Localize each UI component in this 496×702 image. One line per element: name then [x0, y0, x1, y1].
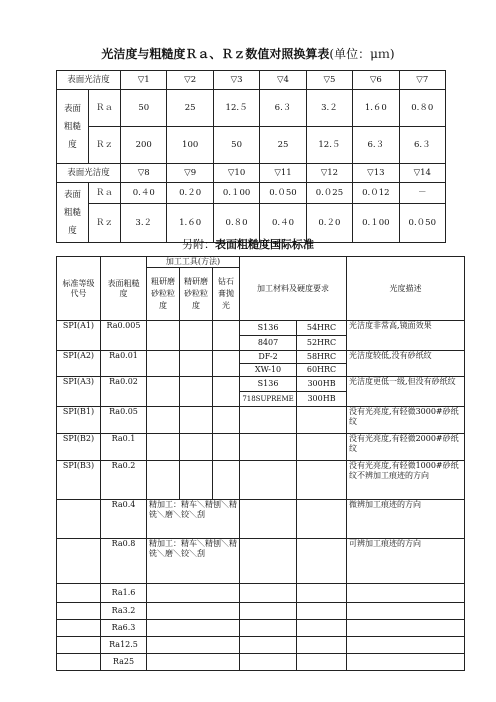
- rz-cell: 12.５: [306, 127, 352, 164]
- desc-cell: 没有光亮度,有轻微3000#砂纸纹: [347, 407, 465, 434]
- tool-cell: 精加工：精车＼精刨＼精铣＼磨＼铰＼刮: [147, 500, 240, 539]
- material-cell: XW-10: [240, 364, 297, 377]
- header-tool-coarse: 粗研磨砂粒粒度: [147, 268, 180, 321]
- rz-cell: 100: [167, 127, 213, 164]
- rz-cell: 3.２: [121, 204, 167, 243]
- grade-cell: ▽11: [260, 164, 306, 183]
- table-header-row: [57, 257, 465, 268]
- table-row: [57, 434, 465, 461]
- grade-cell: SPI(B1): [57, 407, 101, 434]
- desc-cell: 没有光亮度,有轻微1000#砂纸纹不辨加工痕迹的方向: [347, 461, 465, 500]
- conversion-table: [56, 70, 446, 243]
- grade-header: 表面光洁度: [57, 71, 121, 90]
- table-row: [57, 127, 446, 164]
- ra-cell: Ra0.2: [101, 461, 147, 500]
- grade-cell: SPI(A1): [57, 321, 101, 351]
- ra-cell: Ra0.8: [101, 539, 147, 584]
- desc-cell: 光洁度非常高,镜面效果: [347, 321, 465, 351]
- roughness-label: 表面粗糙度: [57, 183, 89, 243]
- grade-cell: ▽10: [213, 164, 259, 183]
- grade-cell: ▽5: [306, 71, 352, 90]
- grade-cell: ▽13: [353, 164, 399, 183]
- desc-cell: 微辨加工痕迹的方向: [347, 500, 465, 539]
- hardness-cell: 58HRC: [297, 351, 347, 364]
- hardness-cell: 60HRC: [297, 364, 347, 377]
- table-row: [57, 351, 465, 364]
- subtitle-bold: 表面粗糙度国际标准: [215, 238, 314, 251]
- ra-cell: Ra0.1: [101, 434, 147, 461]
- desc-cell: 没有光亮度,有轻微2000#砂纸纹: [347, 434, 465, 461]
- rz-cell: 50: [213, 127, 259, 164]
- ra-cell: 0.０25: [306, 183, 352, 204]
- hardness-cell: 300HB: [297, 392, 347, 407]
- ra-cell: Ra3.2: [101, 603, 147, 620]
- ra-cell: 0.８0: [399, 90, 445, 127]
- table-row: [57, 461, 465, 500]
- header-grade: 标准等级代号: [57, 257, 101, 321]
- hardness-cell: 52HRC: [297, 336, 347, 351]
- ra-cell: 0.２0: [167, 183, 213, 204]
- header-roughness: 表面粗糙度: [101, 257, 147, 321]
- ra-cell: 1.６0: [353, 90, 399, 127]
- table-row: [57, 183, 446, 204]
- ra-cell: 0.１00: [213, 183, 259, 204]
- ra-label: Ｒａ: [89, 183, 121, 204]
- material-cell: S136: [240, 377, 297, 392]
- subtitle-prefix: 另附：: [182, 238, 215, 251]
- table-row: [57, 603, 465, 620]
- table-row: [57, 637, 465, 654]
- material-cell: DF-2: [240, 351, 297, 364]
- header-desc: 光度描述: [347, 257, 465, 321]
- rz-cell: 0.８0: [213, 204, 259, 243]
- rz-cell: 6.３: [353, 127, 399, 164]
- material-cell: 718SUPREME: [240, 392, 297, 407]
- header-material: 加工材料及硬度要求: [240, 257, 347, 321]
- ra-cell: Ra0.05: [101, 407, 147, 434]
- rz-cell: 1.６0: [167, 204, 213, 243]
- rz-cell: 200: [121, 127, 167, 164]
- table-row: [57, 407, 465, 434]
- rz-cell: 0.０50: [399, 204, 445, 243]
- grade-cell: ▽6: [353, 71, 399, 90]
- ra-cell: Ra0.4: [101, 500, 147, 539]
- desc-cell: 光洁度较低,没有砂纸纹: [347, 351, 465, 377]
- ra-cell: Ra6.3: [101, 620, 147, 637]
- title-main: 光洁度与粗糙度Ｒａ、Ｒｚ数值对照换算表: [101, 47, 330, 61]
- table-row: [57, 164, 446, 183]
- header-tool: 加工工具(方法): [147, 257, 240, 268]
- ra-label: Ｒａ: [89, 90, 121, 127]
- ra-cell: Ra12.5: [101, 637, 147, 654]
- table-row: [57, 321, 465, 336]
- header-tool-diamond: 钻石膏抛光: [213, 268, 240, 321]
- hardness-cell: 54HRC: [297, 321, 347, 336]
- grade-header: 表面光洁度: [57, 164, 121, 183]
- tool-cell: 精加工：精车＼精刨＼精铣＼磨＼铰＼刮: [147, 539, 240, 584]
- grade-cell: ▽2: [167, 71, 213, 90]
- rz-cell: 0.１00: [353, 204, 399, 243]
- table-row: [57, 620, 465, 637]
- grade-cell: ▽12: [306, 164, 352, 183]
- table-row: [57, 500, 465, 539]
- table-row: [57, 584, 465, 603]
- material-cell: 8407: [240, 336, 297, 351]
- ra-cell: －: [399, 183, 445, 204]
- table-row: [57, 654, 465, 671]
- roughness-label: 表面粗糙度: [57, 90, 89, 164]
- ra-cell: 0.０50: [260, 183, 306, 204]
- rz-label: Ｒｚ: [89, 127, 121, 164]
- grade-cell: ▽7: [399, 71, 445, 90]
- ra-cell: 0.０12: [353, 183, 399, 204]
- desc-cell: 可辨加工痕迹的方向: [347, 539, 465, 584]
- table-row: [57, 539, 465, 584]
- table-row: [57, 90, 446, 127]
- rz-label: Ｒｚ: [89, 204, 121, 243]
- rz-cell: 0.２0: [306, 204, 352, 243]
- table-row: [57, 71, 446, 90]
- grade-cell: SPI(B2): [57, 434, 101, 461]
- ra-cell: 0.４0: [121, 183, 167, 204]
- page-title: [0, 45, 496, 62]
- grade-cell: ▽8: [121, 164, 167, 183]
- spi-standard-table: [56, 256, 465, 671]
- ra-cell: Ra0.01: [101, 351, 147, 377]
- rz-cell: 6.３: [399, 127, 445, 164]
- grade-cell: SPI(B3): [57, 461, 101, 500]
- rz-cell: 25: [260, 127, 306, 164]
- grade-cell: ▽1: [121, 71, 167, 90]
- ra-cell: 12.５: [213, 90, 259, 127]
- ra-cell: 6.３: [260, 90, 306, 127]
- subtitle: [0, 236, 496, 252]
- ra-cell: 3.２: [306, 90, 352, 127]
- ra-cell: Ra0.02: [101, 377, 147, 407]
- grade-cell: ▽4: [260, 71, 306, 90]
- grade-cell: ▽3: [213, 71, 259, 90]
- material-cell: S136: [240, 321, 297, 336]
- header-tool-fine: 精研磨砂粒粒度: [180, 268, 213, 321]
- grade-cell: SPI(A3): [57, 377, 101, 407]
- title-unit: (单位：μｍ): [329, 47, 395, 61]
- rz-cell: 0.４0: [260, 204, 306, 243]
- ra-cell: Ra1.6: [101, 584, 147, 603]
- hardness-cell: 300HB: [297, 377, 347, 392]
- ra-cell: 50: [121, 90, 167, 127]
- grade-cell: ▽14: [399, 164, 445, 183]
- desc-cell: 光洁度更低一级,但没有砂纸纹: [347, 377, 465, 407]
- ra-cell: 25: [167, 90, 213, 127]
- table-row: [57, 377, 465, 392]
- grade-cell: SPI(A2): [57, 351, 101, 377]
- ra-cell: Ra0.005: [101, 321, 147, 351]
- ra-cell: Ra25: [101, 654, 147, 671]
- grade-cell: ▽9: [167, 164, 213, 183]
